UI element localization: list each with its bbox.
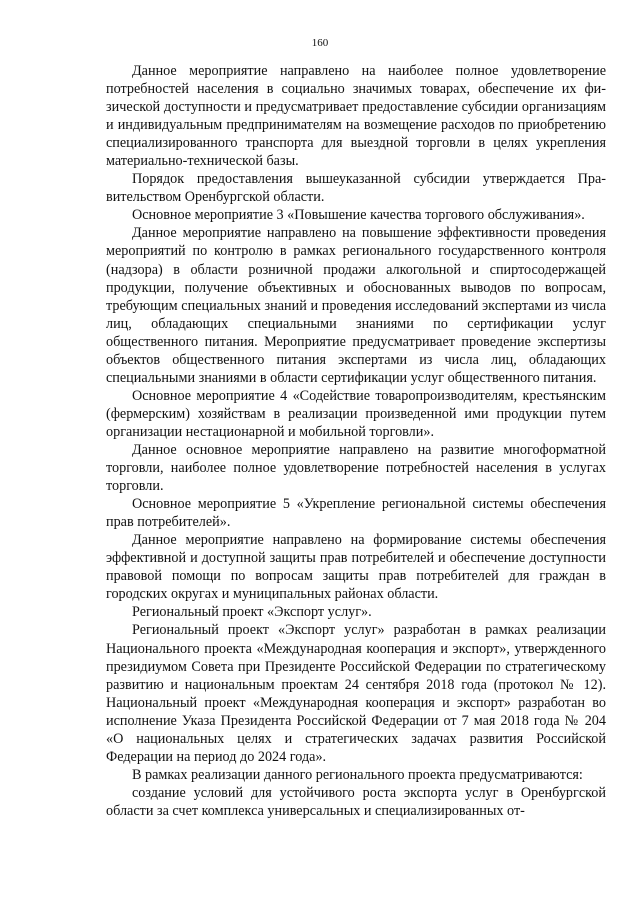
paragraph: Основное мероприятие 3 «Повышение качества торгового обслуживания». [132, 207, 585, 224]
paragraph: Региональный проект «Экспорт услуг». [132, 604, 372, 621]
paragraph: В рамках реализации данного регионального проекта предусматриваются: [132, 766, 583, 783]
document-body [106, 62, 606, 820]
paragraph: Порядок предоставления вышеуказанной субсидии утверждается Правительством Оренбургской области. [106, 171, 606, 206]
paragraph: Данное мероприятие направлено на повышение эффективности проведения мероприятий по контролю в рамках регионального государственного контроля (надзора) в области розничной продажи алкогольной и спиртосодержащей продукции, получение объективных и обоснованных выводов по вопросам, требующим специальных знаний и проведения исследований экспертами из числа лиц, обладающих специальными знаниями по сертификации услуг общественного питания. Мероприятие предусматривает проведение экспертизы объектов общественного питания экспертами из числа лиц, обладающих специальными знаниями в области сертификации услуг общественного питания. [106, 225, 606, 386]
paragraph: Основное мероприятие 4 «Содействие товаропроизводителям, крестьянским (фермерским) хозяйствам в реализации произведенной ими продукции путем организации нестационарной и мобильной торговли». [106, 387, 606, 440]
paragraph: Данное мероприятие направлено на наиболее полное удовлетворение потребностей населения в социально значимых товарах, обеспечение их физической доступности и предусматривает предоставление субсидии организациям и индивидуальным предпринимателям на возмещение расходов по приобретению специализированного транспорта для выездной торговли в целях укрепления материально-технической базы. [106, 63, 606, 170]
paragraph: Данное мероприятие направлено на формирование системы обеспечения эффективной и доступной защиты прав потребителей и обеспечение доступности правовой помощи по вопросам защиты прав потребителей для граждан в городских округах и муниципальных районах области. [106, 532, 606, 603]
paragraph: Данное основное мероприятие направлено на развитие многоформатной торговли, наиболее полное удовлетворение потребностей населения в услугах торговли. [106, 441, 606, 495]
paragraph: создание условий для устойчивого роста экспорта услуг в Оренбургской области за счет комплекса универсальных и специализированных от- [106, 784, 606, 819]
paragraph: Региональный проект «Экспорт услуг» разработан в рамках реализации Национального проекта «Международная кооперация и экспорт», утвержденного президиумом Совета при Президенте Российской Федерации по стратегическому развитию и национальным проектам 24 сентября 2018 года (протокол № 12). Национальный проект «Международная кооперация и экспорт» разработан во исполнение Указа Президента Российской Федерации от 7 мая 2018 года № 204 «О национальных целях и стратегических задачах развития Российской Федерации на период до 2024 года». [106, 622, 606, 765]
page-number: 160 [311, 37, 329, 49]
paragraph: Основное мероприятие 5 «Укрепление региональной системы обеспечения прав потребителей». [106, 496, 606, 531]
